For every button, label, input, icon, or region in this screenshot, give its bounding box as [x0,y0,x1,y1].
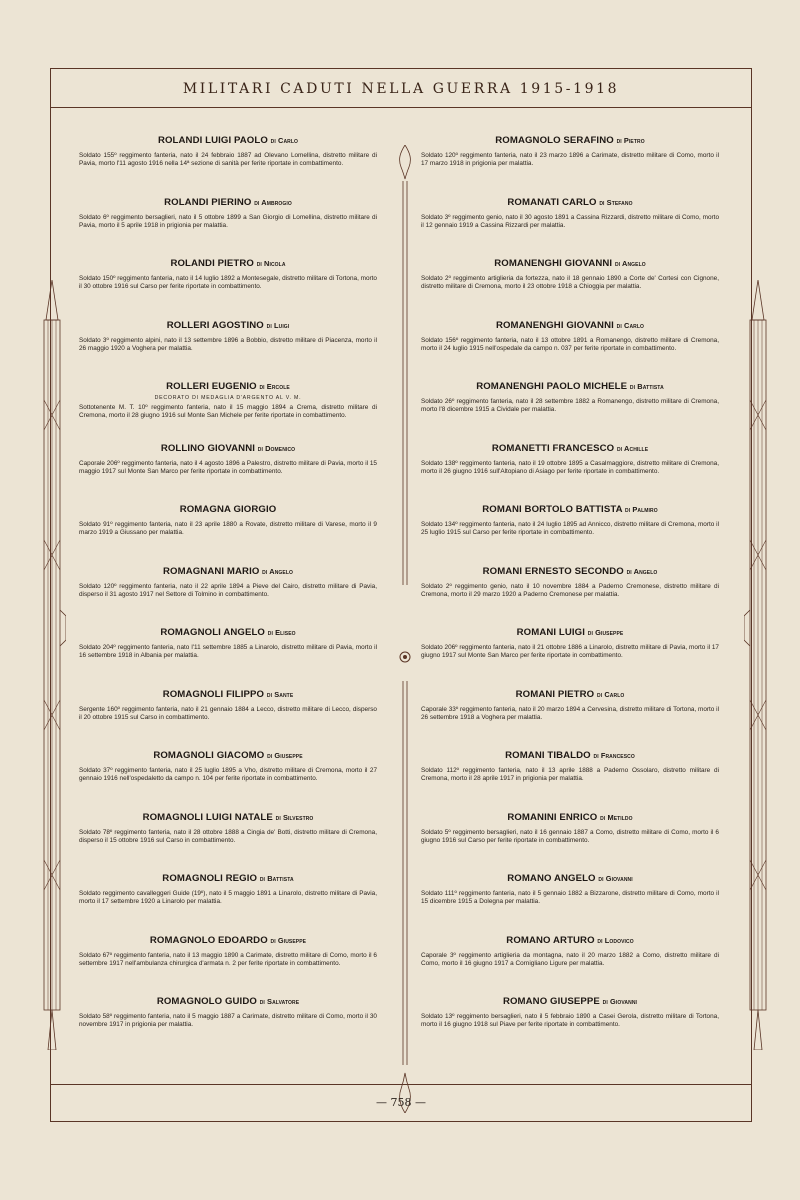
entry-description: Soldato 5º reggimento bersaglieri, nato il 16 gennaio 1887 a Como, distretto militare di Como, morto il 6 giugno 1916 sul Carso per ferite riportate in combattimento. [421,828,719,844]
patronym: di Battista [629,382,664,391]
entry-name [421,812,719,823]
entry-name [421,320,719,331]
entry-description: Soldato 2º reggimento artiglieria da fortezza, nato il 18 gennaio 1890 a Corte de' Cortesi con Cignone, distretto militare di Cremona, morto il 23 ottobre 1918 a Chioggia per malattia. [421,275,719,291]
patronym: di Metildo [600,812,633,822]
entry-name [79,750,377,761]
entry-name [79,566,377,577]
roll-entry [79,689,377,751]
soldier-name: ROLLERI AGOSTINO [166,319,264,331]
roll-entry [421,996,719,1058]
patronym: di Angelo [262,566,293,576]
entry-description: Soldato 37º reggimento fanteria, nato il 25 luglio 1895 a Vho, distretto militare di Cremona, morto il 27 gennaio 1916 nell'ospedaletto da campo n. 104 per ferite riportate in combattimento. [79,767,377,783]
soldier-name: ROMANENGHI GIOVANNI [495,319,614,331]
entry-name [421,443,719,454]
entry-name [421,873,719,884]
decoration-note: DECORATO DI MEDAGLIA D'ARGENTO AL V. M. [154,395,302,401]
soldier-name: ROMAGNOLI GIACOMO [153,750,265,761]
entry-name [79,996,377,1007]
roll-entry [421,504,719,566]
soldier-name: ROMANI BORTOLO BATTISTA [482,504,623,515]
roll-entry [421,197,719,259]
soldier-name: ROMANINI ENRICO [507,811,598,823]
entry-description: Caporale 206º reggimento fanteria, nato il 4 agosto 1896 a Palestro, distretto militare di Pavia, morto il 15 maggio 1917 sul Monte San Marco per ferite riportate in combattimento. [79,459,377,475]
roll-entry [79,258,377,320]
entry-name [421,627,719,638]
roll-entry [79,566,377,628]
page-frame [50,68,752,1122]
soldier-name: ROMANI LUIGI [516,627,585,638]
roll-entry [421,873,719,935]
entry-name [421,750,719,761]
entry-name [421,689,719,700]
entry-description: Soldato 112º reggimento fanteria, nato il 13 aprile 1888 a Paderno Ossolaro, distretto militare di Cremona, morto il 28 aprile 1917 in prigionia per malattia. [421,767,719,783]
entry-description: Soldato 206º reggimento fanteria, nato il 21 ottobre 1886 a Linarolo, distretto militare di Pavia, morto il 17 giugno 1917 sul Monte San Marco per ferite riportate in combattimento. [421,644,719,660]
patronym: di Pietro [616,136,645,145]
roll-entry [79,504,377,566]
roll-entry [421,566,719,628]
left-column [79,135,377,1058]
roll-entry [421,320,719,382]
soldier-name: ROMANI PIETRO [515,688,595,700]
patronym: di Battista [259,874,294,883]
entry-name [421,504,719,515]
entry-name [421,135,719,146]
roll-entry [79,381,377,443]
entry-description: Soldato 138º reggimento fanteria, nato il 19 ottobre 1895 a Casalmaggiore, distretto militare di Cremona, morto il 26 giugno 1916 sull'Altopiano di Asiago per ferite riportate in combattimento. [421,459,719,475]
soldier-name: ROMAGNOLI ANGELO [160,627,265,638]
entry-name [79,320,377,331]
roll-entry [421,443,719,505]
patronym: di Achille [616,443,649,453]
patronym: di Angelo [614,259,646,268]
patronym: di Giovanni [598,874,633,883]
soldier-name: ROLANDI PIERINO [164,196,252,208]
patronym: di Luigi [266,320,290,330]
roll-entry [79,627,377,689]
entry-description: Soldato 156º reggimento fanteria, nato il 13 ottobre 1891 a Romanengo, distretto militare di Cremona, morto il 24 luglio 1915 nell'ospedale da campo n. 037 per ferite riportate in combattimento. [421,336,719,352]
entry-description: Soldato 2º reggimento genio, nato il 10 novembre 1884 a Paderno Cremonese, distretto militare di Cremona, morto il 29 marzo 1920 a Paderno Cremonese per malattia. [421,582,719,598]
soldier-name: ROMAGNOLI FILIPPO [162,688,265,700]
patronym: di Ambrogio [254,197,292,207]
entry-name [79,627,377,638]
patronym: di Nicola [256,259,286,268]
soldier-name: ROMANENGHI PAOLO MICHELE [476,381,628,392]
entry-name [79,258,377,269]
page-number: — 758 — [51,1084,751,1121]
patronym: di Carlo [616,320,645,330]
soldier-name: ROLANDI PIETRO [170,258,254,269]
soldier-name: ROMAGNA GIORGIO [179,504,277,515]
entry-description: Soldato 155º reggimento fanteria, nato il 24 febbraio 1887 ad Olevano Lomellina, distretto militare di Pavia, morto l'11 agosto 1916 nella 14ª sezione di sanità per ferite riportate in combattimento. [79,152,377,168]
soldier-name: ROMANO ANGELO [507,873,596,884]
entry-name [79,812,377,823]
entry-description: Sottotenente M. T. 10º reggimento fanteria, nato il 15 maggio 1894 a Crema, distretto militare di Cremona, morto il 28 giugno 1916 sul Monte San Michele per ferite riportate in combattimento. [79,404,377,420]
left-fasces-ornament [38,280,66,1050]
entry-description: Soldato 3º reggimento genio, nato il 30 agosto 1891 a Cassina Rizzardi, distretto militare di Como, morto il 12 gennaio 1919 a Cassina Rizzardi per malattia. [421,213,719,229]
right-column [421,135,719,1058]
right-fasces-ornament [744,280,772,1050]
entry-description: Soldato 111º reggimento fanteria, nato il 5 gennaio 1882 a Bizzarone, distretto militare di Como, morto il 15 dicembre 1915 a Dolegna per malattia. [421,890,719,906]
soldier-name: ROMANENGHI GIOVANNI [494,258,613,269]
patronym: di Lodovico [597,935,634,945]
entry-name [79,935,377,946]
soldier-name: ROMAGNOLI REGIO [162,873,258,884]
soldier-name: ROMANO ARTURO [506,934,595,946]
entry-name [421,566,719,577]
entry-description: Soldato 134º reggimento fanteria, nato il 24 luglio 1895 ad Annicco, distretto militare di Cremona, morto il 25 luglio 1915 sul Carso per ferite riportate in combattimento. [421,521,719,537]
soldier-name: ROMAGNOLO SERAFINO [495,135,614,146]
roll-entry [79,443,377,505]
entry-description: Soldato 67º reggimento fanteria, nato il 13 maggio 1890 a Carimate, distretto militare di Como, morto il 6 settembre 1917 nell'ambulanza chirurgica d'armata n. 2 per ferite riportate in combattimento. [79,951,377,967]
soldier-name: ROMANI TIBALDO [505,750,591,761]
patronym: di Sante [266,689,294,699]
roll-entry [421,258,719,320]
soldier-name: ROMAGNOLO EDOARDO [149,934,268,946]
entry-description: Soldato 120º reggimento fanteria, nato il 22 aprile 1894 a Pieve del Cairo, distretto militare di Pavia, disperso il 31 agosto 1917 nel Settore di Tolmino in combattimento. [79,582,377,598]
soldier-name: ROLLERI EUGENIO [166,381,257,392]
entry-description: Soldato 120º reggimento fanteria, nato il 23 marzo 1896 a Carimate, distretto militare di Como, morto il 17 marzo 1918 in prigionia per malattia. [421,152,719,168]
roll-entry [421,135,719,197]
soldier-name: ROMANATI CARLO [507,196,597,208]
entry-name [421,197,719,208]
entry-description: Soldato 78º reggimento fanteria, nato il 28 ottobre 1888 a Cingia de' Botti, distretto militare di Cremona, disperso il 15 ottobre 1916 sul Carso in combattimento. [79,828,377,844]
soldier-name: ROMAGNOLO GUIDO [156,996,257,1007]
entry-name [79,689,377,700]
patronym: di Domenico [257,443,296,453]
soldier-name: ROMAGNOLI LUIGI NATALE [142,811,273,823]
page-title: MILITARI CADUTI NELLA GUERRA 1915-1918 [51,69,751,108]
entry-description: Soldato 204º reggimento fanteria, nato l'11 settembre 1885 a Linarolo, distretto militare di Pavia, morto il 16 settembre 1918 in Albania per malattia. [79,644,377,660]
roll-entry [79,320,377,382]
patronym: di Carlo [270,136,299,145]
entry-description: Soldato 3º reggimento alpini, nato il 13 settembre 1896 a Bobbio, distretto militare di Piacenza, morto il 26 maggio 1920 a Voghera per malattia. [79,336,377,352]
roll-entry [79,135,377,197]
roll-entry [79,197,377,259]
roll-entry [421,627,719,689]
patronym: di Francesco [593,751,635,760]
roll-entry [421,689,719,751]
entry-name [421,381,719,392]
column-divider-ornament [398,145,412,1113]
soldier-name: ROMANETTI FRANCESCO [491,442,615,454]
roll-entry [79,935,377,997]
roll-entry [421,935,719,997]
roll-entry [79,996,377,1058]
roll-entry [79,873,377,935]
patronym: di Giuseppe [587,628,624,637]
entry-name [421,935,719,946]
entry-description: Soldato 13º reggimento bersaglieri, nato il 5 febbraio 1890 a Casei Gerola, distretto militare di Tortona, morto il 16 giugno 1918 sul Piave per ferite riportate in combattimento. [421,1013,719,1029]
patronym: di Ercole [259,382,290,391]
entry-description: Soldato 91º reggimento fanteria, nato il 23 aprile 1880 a Rovate, distretto militare di Varese, morto il 9 marzo 1919 a Giussano per malattia. [79,521,377,537]
entry-name [79,381,377,392]
patronym: di Salvatore [259,997,300,1006]
roll-entry [421,381,719,443]
patronym: di Palmiro [625,505,658,514]
entry-description: Soldato 150º reggimento fanteria, nato il 14 luglio 1892 a Montesegale, distretto militare di Tortona, morto il 30 ottobre 1916 sul Carso per ferite riportate in combattimento. [79,275,377,291]
soldier-name: ROMANO GIUSEPPE [502,996,600,1007]
entry-name [79,197,377,208]
entry-name [79,873,377,884]
soldier-name: ROLANDI LUIGI PAOLO [157,135,268,146]
patronym: di Carlo [597,689,625,699]
patronym: di Eliseo [267,628,296,637]
entry-name [79,504,377,515]
entry-description: Caporale 33º reggimento fanteria, nato il 20 marzo 1894 a Cervesina, distretto militare di Tortona, morto il 26 settembre 1918 a Voghera per malattia. [421,705,719,721]
roll-entry [421,812,719,874]
entry-name [421,996,719,1007]
patronym: di Stefano [599,197,633,207]
entry-description: Soldato 58º reggimento fanteria, nato il 5 maggio 1887 a Carimate, distretto militare di Como, morto il 30 novembre 1917 in prigionia per malattia. [79,1013,377,1029]
entry-name [79,135,377,146]
entry-description: Sergente 160º reggimento fanteria, nato il 21 gennaio 1884 a Lecco, distretto militare di Lecco, disperso il 20 ottobre 1915 sul Carso in combattimento. [79,705,377,721]
patronym: di Giuseppe [267,751,303,760]
entry-description: Caporale 3º reggimento artiglieria da montagna, nato il 20 marzo 1882 a Como, distretto militare di Como, morto il 16 giugno 1917 a Cornigliano Ligure per malattia. [421,951,719,967]
patronym: di Giovanni [602,997,638,1006]
roll-entry [421,750,719,812]
patronym: di Angelo [626,566,658,576]
patronym: di Giuseppe [270,935,307,945]
roll-entry [79,812,377,874]
patronym: di Silvestro [275,812,314,822]
entry-description: Soldato 26º reggimento fanteria, nato il 28 settembre 1882 a Romanengo, distretto militare di Cremona, morto l'8 dicembre 1915 a Cividale per malattia. [421,398,719,414]
entry-name [79,443,377,454]
entry-name [421,258,719,269]
soldier-name: ROMANI ERNESTO SECONDO [482,565,624,577]
soldier-name: ROLLINO GIOVANNI [160,442,255,454]
roll-entry [79,750,377,812]
soldier-name: ROMAGNANI MARIO [163,565,260,577]
entry-description: Soldato reggimento cavalleggeri Guide (19º), nato il 5 maggio 1891 a Linarolo, distretto militare di Pavia, morto il 17 settembre 1920 a Linarolo per malattia. [79,890,377,906]
entry-description: Soldato 6º reggimento bersaglieri, nato il 5 ottobre 1899 a San Giorgio di Lomellina, distretto militare di Pavia, morto il 5 aprile 1918 in prigionia per malattia. [79,213,377,229]
